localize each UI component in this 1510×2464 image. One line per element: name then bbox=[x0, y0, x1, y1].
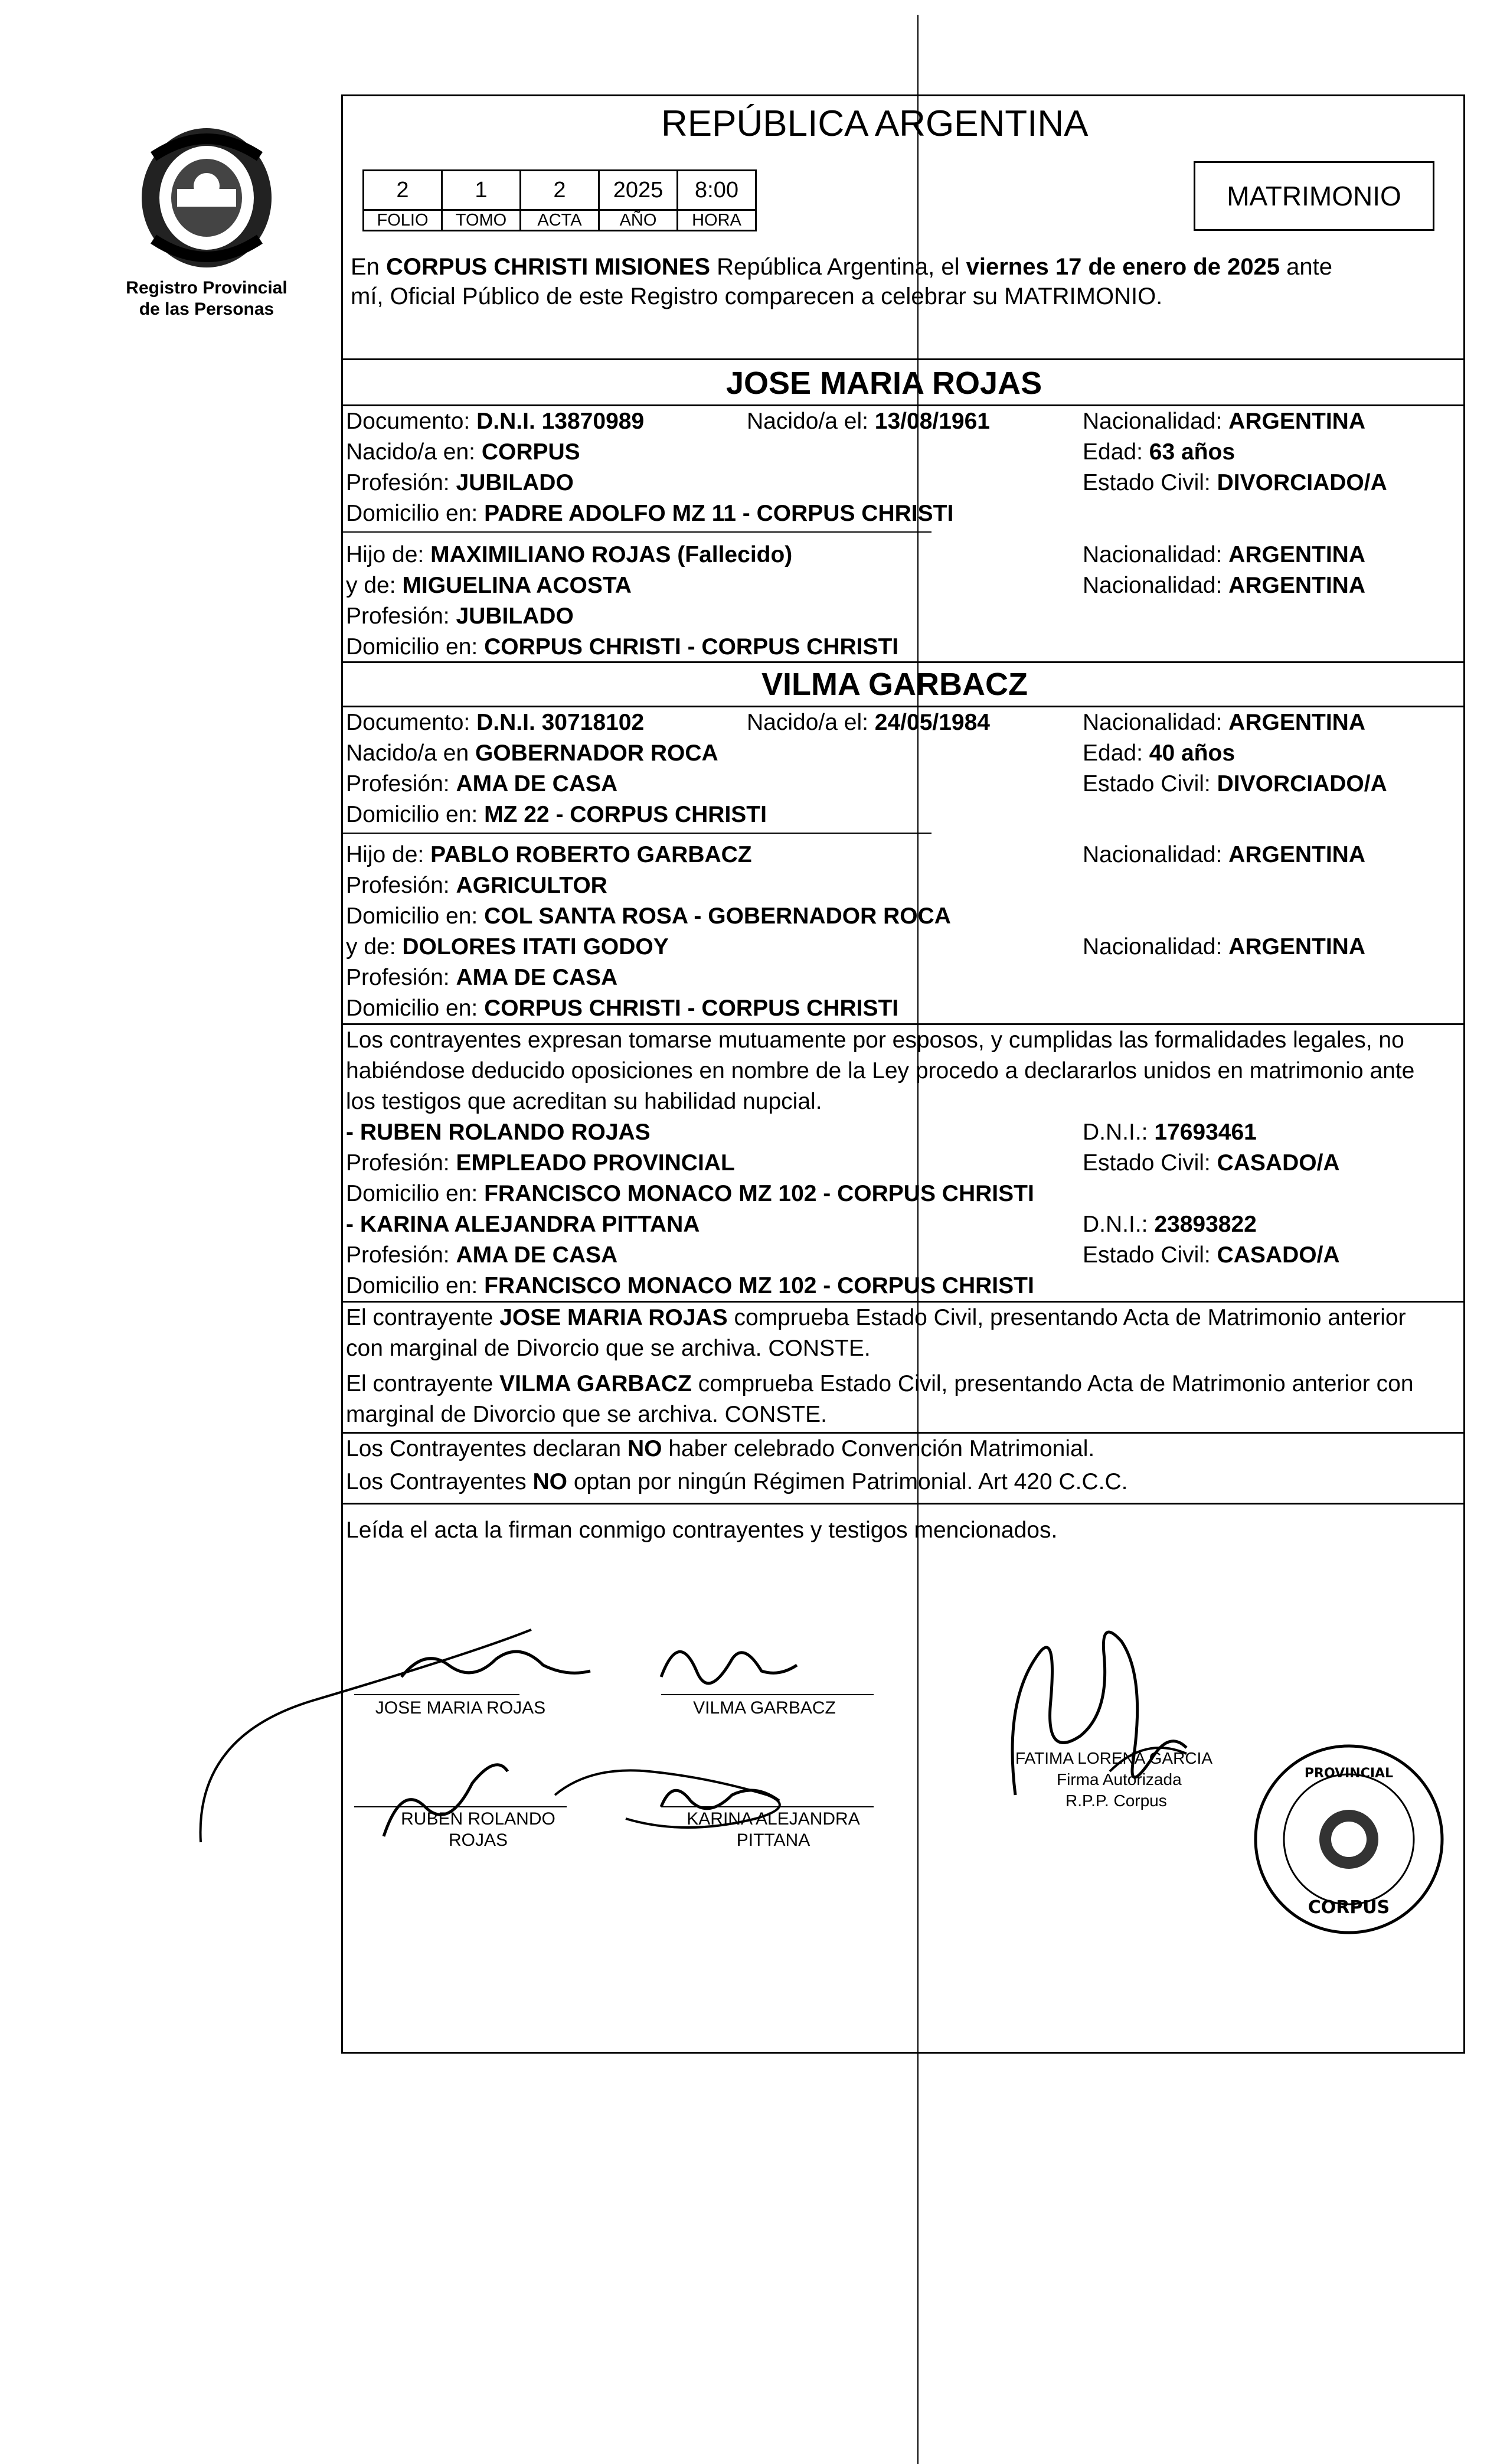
signature-label-groom: JOSE MARIA ROJAS bbox=[375, 1698, 546, 1718]
intro-line-2: mí, Oficial Público de este Registro comparecen a celebrar su MATRIMONIO. bbox=[351, 283, 1163, 309]
declaration-line-1: Los contrayentes expresan tomarse mutuamente por esposos, y cumplidas las formalidades legales, no bbox=[346, 1027, 1404, 1053]
groom-name: JOSE MARIA ROJAS bbox=[726, 365, 1042, 401]
bride-father-profession: Profesión: AGRICULTOR bbox=[346, 873, 607, 898]
bride-mother-nationality: Nacionalidad: ARGENTINA bbox=[1083, 934, 1366, 960]
anio-value: 2025 bbox=[598, 169, 678, 211]
svg-text:PROVINCIAL: PROVINCIAL bbox=[1304, 1766, 1394, 1781]
declaration-line-3: los testigos que acreditan su habilidad nupcial. bbox=[346, 1089, 822, 1114]
divider bbox=[341, 1023, 1465, 1025]
witness-1-civil-status: Estado Civil: CASADO/A bbox=[1083, 1150, 1340, 1176]
registry-name-line1: Registro Provincial bbox=[126, 278, 287, 298]
civil-proof-1-line-2: con marginal de Divorcio que se archiva. CONSTE. bbox=[346, 1336, 871, 1361]
officer-office: R.P.P. Corpus bbox=[1066, 1791, 1167, 1810]
bride-age: Edad: 40 años bbox=[1083, 740, 1236, 766]
bride-birth-date: Nacido/a el: 24/05/1984 bbox=[747, 710, 990, 735]
divider bbox=[341, 706, 1465, 707]
closing-statement: Leída el acta la firman conmigo contrayentes y testigos mencionados. bbox=[346, 1517, 1058, 1543]
divider bbox=[341, 833, 932, 834]
registry-name-line2: de las Personas bbox=[139, 299, 274, 319]
convention-line-1: Los Contrayentes declaran NO haber celebrado Convención Matrimonial. bbox=[346, 1436, 1095, 1461]
witness-2-profession: Profesión: AMA DE CASA bbox=[346, 1242, 618, 1268]
divider bbox=[341, 1432, 1465, 1434]
registry-stamp bbox=[1251, 1742, 1446, 1937]
groom-parents-profession: Profesión: JUBILADO bbox=[346, 603, 574, 629]
act-type-box: MATRIMONIO bbox=[1194, 161, 1434, 231]
bride-mother: y de: DOLORES ITATI GODOY bbox=[346, 934, 669, 960]
bride-civil-status: Estado Civil: DIVORCIADO/A bbox=[1083, 771, 1387, 797]
groom-profession: Profesión: JUBILADO bbox=[346, 470, 574, 495]
acta-value: 2 bbox=[519, 169, 600, 211]
bride-birth-place: Nacido/a en GOBERNADOR ROCA bbox=[346, 740, 718, 766]
hora-label: HORA bbox=[676, 209, 757, 231]
tomo-label: TOMO bbox=[441, 209, 521, 231]
groom-birth-place: Nacido/a en: CORPUS bbox=[346, 439, 580, 465]
witness-2-dni: D.N.I.: 23893822 bbox=[1083, 1212, 1257, 1237]
anio-label: AÑO bbox=[598, 209, 678, 231]
officer-name: FATIMA LORENA GARCIA bbox=[1015, 1749, 1213, 1767]
officer-title: Firma Autorizada bbox=[1057, 1770, 1182, 1789]
folio-label: FOLIO bbox=[362, 209, 443, 231]
divider bbox=[341, 661, 1465, 663]
groom-civil-status: Estado Civil: DIVORCIADO/A bbox=[1083, 470, 1387, 495]
groom-mother-nationality: Nacionalidad: ARGENTINA bbox=[1083, 573, 1366, 598]
witness-2-name: - KARINA ALEJANDRA PITTANA bbox=[346, 1212, 700, 1237]
intro-line-1: En CORPUS CHRISTI MISIONES República Argentina, el viernes 17 de enero de 2025 ante bbox=[351, 254, 1333, 280]
groom-father-nationality: Nacionalidad: ARGENTINA bbox=[1083, 542, 1366, 567]
witness-1-address: Domicilio en: FRANCISCO MONACO MZ 102 - CORPUS CHRISTI bbox=[346, 1181, 1034, 1206]
groom-document: Documento: D.N.I. 13870989 bbox=[346, 409, 645, 434]
signature-label-witness-1-line-1: RUBEN ROLANDO bbox=[401, 1809, 555, 1829]
bride-mother-address: Domicilio en: CORPUS CHRISTI - CORPUS CHRISTI bbox=[346, 996, 899, 1021]
acta-label: ACTA bbox=[519, 209, 600, 231]
bride-name: VILMA GARBACZ bbox=[761, 667, 1028, 702]
witness-2-address: Domicilio en: FRANCISCO MONACO MZ 102 - CORPUS CHRISTI bbox=[346, 1273, 1034, 1298]
groom-parents-address: Domicilio en: CORPUS CHRISTI - CORPUS CHRISTI bbox=[346, 634, 899, 660]
civil-proof-1-line-1: El contrayente JOSE MARIA ROJAS comprueba Estado Civil, presentando Acta de Matrimonio anterior bbox=[346, 1305, 1406, 1330]
bride-profession: Profesión: AMA DE CASA bbox=[346, 771, 618, 797]
bride-document: Documento: D.N.I. 30718102 bbox=[346, 710, 645, 735]
signature-label-witness-2-line-2: PITTANA bbox=[736, 1830, 810, 1850]
groom-father: Hijo de: MAXIMILIANO ROJAS (Fallecido) bbox=[346, 542, 793, 567]
convention-line-2: Los Contrayentes NO optan por ningún Régimen Patrimonial. Art 420 C.C.C. bbox=[346, 1469, 1128, 1494]
divider bbox=[341, 1301, 1465, 1303]
province-coat-of-arms-logo bbox=[130, 121, 283, 275]
divider bbox=[341, 404, 1465, 406]
groom-age: Edad: 63 años bbox=[1083, 439, 1236, 465]
signature-label-bride: VILMA GARBACZ bbox=[693, 1698, 836, 1718]
svg-text:CORPUS: CORPUS bbox=[1308, 1897, 1390, 1918]
groom-address: Domicilio en: PADRE ADOLFO MZ 11 - CORPUS CHRISTI bbox=[346, 501, 954, 526]
hora-value: 8:00 bbox=[676, 169, 757, 211]
declaration-line-2: habiéndose deducido oposiciones en nombre de la Ley procedo a declararlos unidos en matrimonio ante bbox=[346, 1058, 1415, 1083]
folio-value: 2 bbox=[362, 169, 443, 211]
bride-mother-profession: Profesión: AMA DE CASA bbox=[346, 965, 618, 990]
bride-father-nationality: Nacionalidad: ARGENTINA bbox=[1083, 842, 1366, 867]
groom-nationality: Nacionalidad: ARGENTINA bbox=[1083, 409, 1366, 434]
tomo-value: 1 bbox=[441, 169, 521, 211]
civil-proof-2-line-2: marginal de Divorcio que se archiva. CONSTE. bbox=[346, 1402, 827, 1427]
civil-proof-2-line-1: El contrayente VILMA GARBACZ comprueba Estado Civil, presentando Acta de Matrimonio anterior con bbox=[346, 1371, 1414, 1396]
signature-label-witness-1-line-2: ROJAS bbox=[448, 1830, 508, 1850]
country-title: REPÚBLICA ARGENTINA bbox=[661, 103, 1089, 144]
signature-label-witness-2-line-1: KARINA ALEJANDRA bbox=[687, 1809, 860, 1829]
witness-1-dni: D.N.I.: 17693461 bbox=[1083, 1120, 1257, 1145]
bride-nationality: Nacionalidad: ARGENTINA bbox=[1083, 710, 1366, 735]
bride-father: Hijo de: PABLO ROBERTO GARBACZ bbox=[346, 842, 752, 867]
groom-birth-date: Nacido/a el: 13/08/1961 bbox=[747, 409, 990, 434]
witness-2-civil-status: Estado Civil: CASADO/A bbox=[1083, 1242, 1340, 1268]
divider bbox=[341, 358, 1465, 360]
divider bbox=[341, 1503, 1465, 1504]
divider bbox=[341, 531, 932, 533]
witness-1-profession: Profesión: EMPLEADO PROVINCIAL bbox=[346, 1150, 735, 1176]
bride-father-address: Domicilio en: COL SANTA ROSA - GOBERNADOR ROCA bbox=[346, 903, 951, 929]
bride-address: Domicilio en: MZ 22 - CORPUS CHRISTI bbox=[346, 802, 767, 827]
witness-1-name: - RUBEN ROLANDO ROJAS bbox=[346, 1120, 651, 1145]
groom-mother: y de: MIGUELINA ACOSTA bbox=[346, 573, 632, 598]
